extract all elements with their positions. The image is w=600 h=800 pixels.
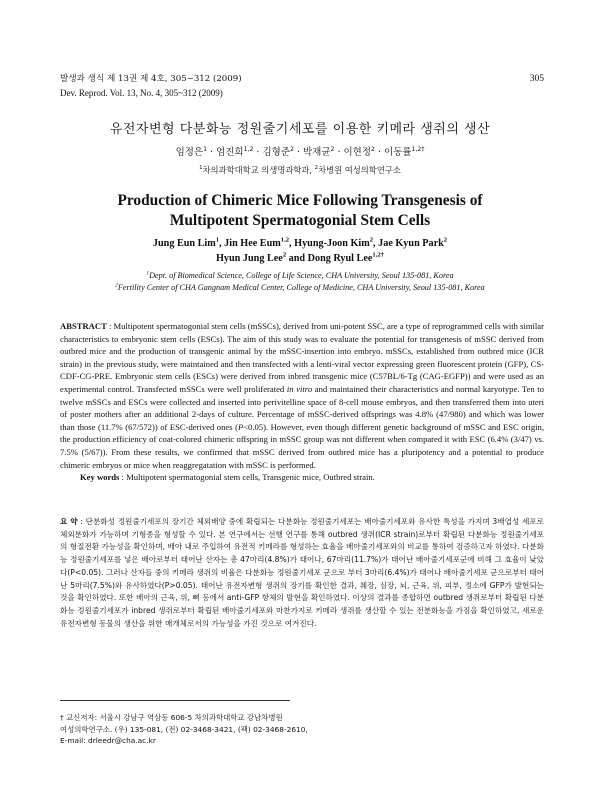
affiliation-en-2 xyxy=(0,282,600,294)
author-en-6: Dong Ryul Lee xyxy=(307,253,373,264)
author-en-2: Jin Hee Eum xyxy=(224,238,281,249)
abstract xyxy=(60,320,544,484)
author-en-2-affil: 1,2 xyxy=(280,236,290,244)
footnote-line-3: E-mail: drleedr@cha.ac.kr xyxy=(60,736,156,745)
author-en-5-affil: 2 xyxy=(282,251,287,259)
english-affiliations xyxy=(0,270,600,294)
keywords xyxy=(60,471,544,484)
author-ko-4-affil: 2 xyxy=(330,145,335,153)
author-conjunction: and xyxy=(286,253,308,264)
abstract-label: ABSTRACT xyxy=(60,321,107,331)
author-separator: · xyxy=(207,147,217,158)
english-authors xyxy=(0,236,600,266)
korean-title: 유전자변형 다분화능 정원줄기세포를 이용한 키메라 생쥐의 생산 xyxy=(109,122,491,137)
author-ko-6: 이동률 xyxy=(384,147,412,158)
journal-citation-en: Dev. Reprod. Vol. 13, No. 4, 305~312 (2009) xyxy=(60,88,223,98)
english-title xyxy=(0,191,600,231)
footnote-line-2: 여성의학연구소. (우) 135-081, (전) 02-3468-3421, (팩) 02-3468-2610, xyxy=(60,724,308,734)
abstract-text-1: : Multipotent spermatogonial stem cells (mSSCs), derived from uni-potent SSC, are a type of reprogrammed cells with similar characteristics to embryonic stem cells (ESCs). The aim of this study was to evaluate the potential for transgenesis of mSSC derived from outbred mice and the production of transgenic animal by the mSSC-insertion into embryo. mSSCs, established from outbred mice (ICR strain) in the previous study, were maintained and then transfected with a lenti-viral vector expressing green fluorescent protein (GFP), CS-CDF-CG-PRE. Embryonic stem cells (ESCs) were derived from inbred transgenic mice (C57BL/6-Tg (CAG-EGFP)) and were used as an experimental control. Transfected mSSCs were well proliferated xyxy=(60,321,544,394)
author-separator: · xyxy=(253,147,263,158)
keywords-text: : Multipotent spermatogonial stem cells, Transgenic mice, Outbred strain. xyxy=(119,472,375,483)
author-ko-2: 엄진희 xyxy=(216,147,244,158)
footnote xyxy=(60,712,360,747)
author-en-3: Hyung-Joon Kim xyxy=(294,238,370,249)
author-ko-1: 임정은 xyxy=(175,147,204,158)
author-ko-3-affil: 2 xyxy=(290,145,294,153)
abstract-in-vitro: in vitro xyxy=(286,383,313,394)
author-en-5: Hyun Jung Lee xyxy=(216,253,283,264)
author-en-6-affil: 1,2† xyxy=(372,251,384,259)
english-title-line-2: Multipotent Spermatogonial Stem Cells xyxy=(169,212,431,229)
english-authors-line-1: Jung Eun Lim$^1$, Jin Hee Eum$^{1,2}$, Hyung-Joon Kim$^2$, Jae Kyun Park$^2$ xyxy=(152,236,448,249)
author-ko-2-affil: 1,2 xyxy=(243,145,254,153)
affil-ko-2: 차병원 여성의학연구소 xyxy=(318,165,401,175)
author-separator: · xyxy=(334,147,344,158)
author-en-3-affil: 2 xyxy=(369,236,374,244)
korean-affiliation xyxy=(0,164,600,176)
author-ko-4: 박재균 xyxy=(302,147,331,158)
author-en-4: Jae Kyun Park xyxy=(378,238,444,249)
author-ko-5-affil: 2 xyxy=(371,145,375,153)
author-ko-3: 김형준 xyxy=(262,147,290,158)
affil-en-num-2: 2 xyxy=(115,282,118,289)
affil-ko-1: 차의과학대학교 의생명과학과, xyxy=(202,165,315,175)
author-separator: · xyxy=(374,147,385,158)
abstract-text-2: and maintained their characteristics and normal karyotype. Ten to twelve mSSCs and ESCs were collected and inserted into perivitelline space of 8-cell mouse embryos, and then transferred them into uteri of poster mothers after an additional 2-days of culture. Percentage of mSSC-derived offsprings was 4.8% (47/980) and which was lower than those (11.7% (67/572)) of ESC-derived ones ( xyxy=(60,383,544,432)
korean-authors xyxy=(0,144,600,158)
author-ko-1-affil: 1 xyxy=(203,145,208,153)
korean-abstract xyxy=(60,516,544,630)
english-title-line-1: Production of Chimeric Mice Following Transgenesis of xyxy=(117,192,483,209)
abstract-text-3: <0.05). However, even though different genetic background of mSSC and ESC origin, the production efficiency of coat-colored chimeric offspring in mSSC group was not different when compared it with ESC (6.4% (3/47) vs. 7.5% (5/67)). From these results, we confirmed that mSSC derived from outbred mice has a pluripotency and a potential to produce chimeric embryos or mice when reaggregatation with mSSC is performed. xyxy=(60,421,544,470)
author-en-1: Jung Eun Lim xyxy=(152,238,216,249)
author-separator: · xyxy=(293,147,303,158)
footnote-divider xyxy=(60,700,290,701)
korean-abstract-label: 요 약 xyxy=(60,517,78,526)
affil-en-text-1: Dept. of Biomedical Science, College of Life Science, CHA University, Seoul 135-081, Korea xyxy=(149,271,454,280)
keywords-label: Key words xyxy=(80,472,120,483)
author-en-1-affil: 1 xyxy=(215,236,220,244)
author-ko-5: 이현정 xyxy=(343,147,372,158)
page-number: 305 xyxy=(529,74,544,84)
journal-citation-ko: 발생과 생식 제 13권 제 4호, 305~312 (2009) xyxy=(60,74,242,84)
korean-abstract-text: : 단분화성 정원줄기세포의 장기간 체외배양 중에 확립되는 다분화능 정원줄기세포는 배아줄기세포와 유사한 특성을 가지며 3배엽성 세포로 체외분화가 가능하며 기형종을 형성할 수 있다. 본 연구에서는 선행 연구를 통해 outbred 생쥐(ICR strain)로부터 확립된 다분화능 정원줄기세포의 형질전환 가능성을 확인하며, 배아 내로 주입하여 유전적 키메라를 형성하는 효율을 배아줄기세포와의 비교를 통하여 검증하고자 하였다. 다분화능 정원줄기세포를 넣은 배아로부터 태어난 산자는 총 47마리(4.8%)가 태어나, 67마리(11.7%)가 태어난 배아줄기세포군에 비해 그 효율이 낮았다(P<0.05). 그러나 산자들 중의 키메라 생쥐의 비율은 다분화능 정원줄기세포 군으로 부터 3마리(6.4%)가 태어나 배아줄기세포 군으로부터 태어난 5마리(7.5%)와 유사하였다(P>0.05). 태어난 유전자변형 생쥐의 장기를 확인한 결과, 췌장, 심장, 뇌, 근육, 위, 피부, 정소에 GFP가 발현되는 것을 확인하였다. 또한 배아의 근육, 위, 뼈 등에서 anti-GFP 항체의 발현을 확인하였다. 이상의 결과를 종합하면 outbred 생쥐로부터 확립된 다분화능 정원줄기세포가 inbred 생쥐로부터 확립된 배아줄기세포와 마찬가지로 키메라 생쥐를 생산할 수 있는 전분화능을 가짐을 확인하였고, 새로운 유전자변형 동물의 생산을 위한 매개체로서의 가능성을 가진 것으로 여겨진다. xyxy=(60,517,544,628)
affil-en-num-1: 1 xyxy=(146,270,150,277)
footnote-line-1: † 교신저자: 서울시 강남구 역삼동 606-5 차의과학대학교 강남차병원 xyxy=(60,713,283,722)
abstract-p-symbol: P xyxy=(237,421,244,432)
affil-en-text-2: Fertility Center of CHA Gangnam Medical Center, College of Medicine, CHA University, Seoul 135-081, Korea xyxy=(117,283,485,292)
english-authors-line-2 xyxy=(0,251,600,266)
author-ko-6-affil: 1,2† xyxy=(411,145,425,153)
author-en-4-affil: 2 xyxy=(443,236,448,244)
affil-ko-num-1: 1 xyxy=(199,165,203,172)
affiliation-en-1 xyxy=(0,270,600,282)
affil-ko-num-2: 2 xyxy=(314,165,319,172)
